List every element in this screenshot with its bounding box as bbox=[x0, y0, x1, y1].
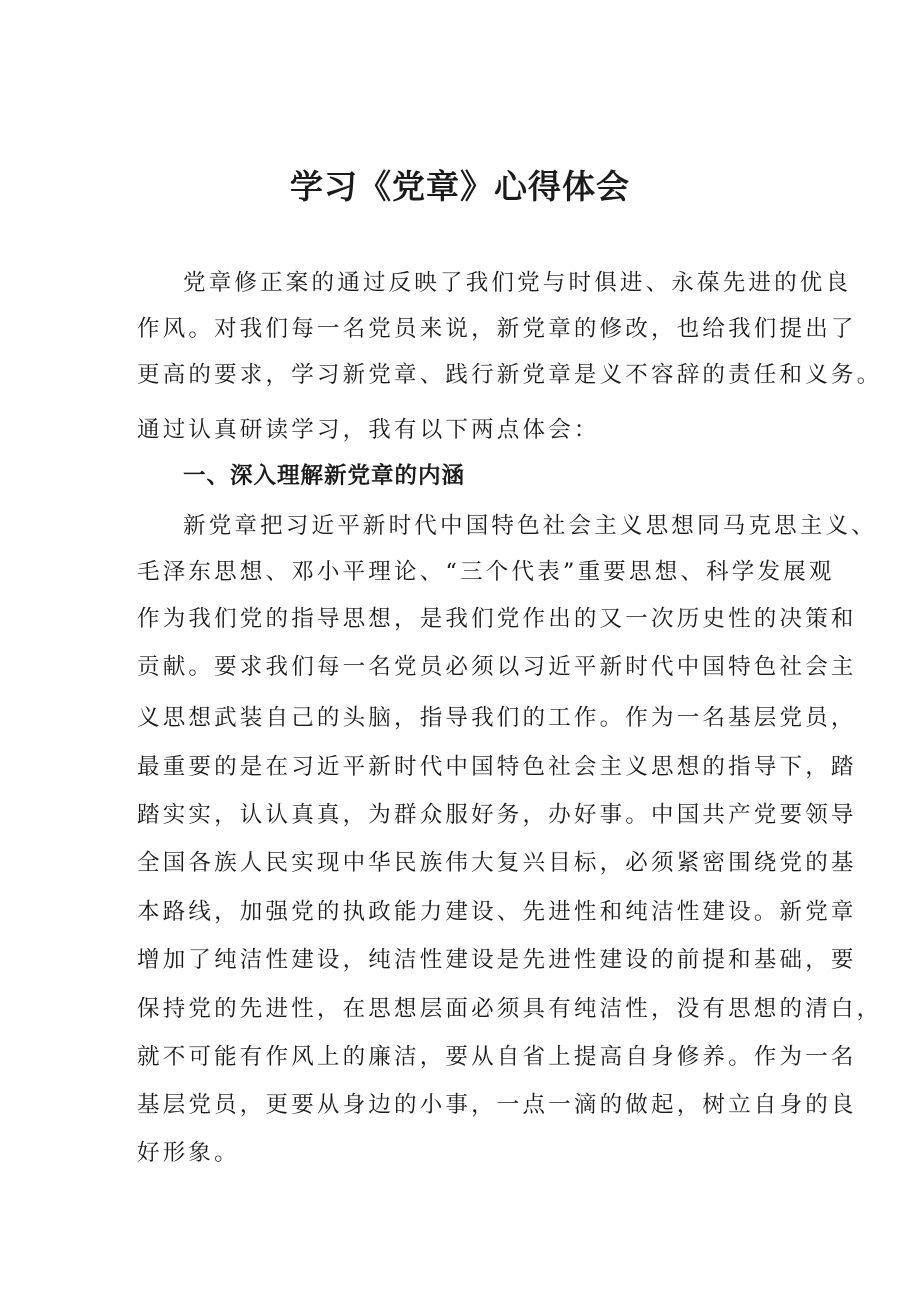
paragraph-line: 党章修正案的通过反映了我们党与时俱进、永葆先进的优良 bbox=[183, 270, 852, 296]
paragraph-line: 全国各族人民实现中华民族伟大复兴目标，必须紧密围绕党的基 bbox=[137, 850, 857, 876]
section-heading: 一、深入理解新党章的内涵 bbox=[183, 463, 466, 489]
paragraph-line: 好形象。 bbox=[137, 1140, 240, 1166]
paragraph-line: 最重要的是在习近平新时代中国特色社会主义思想的指导下，踏 bbox=[137, 754, 857, 780]
paragraph-line: 就不可能有作风上的廉洁，要从自省上提高自身修养。作为一名 bbox=[137, 1044, 857, 1070]
paragraph-line: 毛泽东思想、邓小平理论、“三个代表”重要思想、科学发展观 bbox=[137, 559, 835, 585]
paragraph-line: 保持党的先进性，在思想层面必须具有纯洁性，没有思想的清白， bbox=[137, 996, 883, 1022]
paragraph-line: 本路线，加强党的执政能力建设、先进性和纯洁性建设。新党章 bbox=[137, 899, 857, 925]
paragraph-line: 贡献。要求我们每一名党员必须以习近平新时代中国特色社会主 bbox=[137, 654, 857, 680]
paragraph-line: 作为我们党的指导思想，是我们党作出的又一次历史性的决策和 bbox=[137, 606, 857, 632]
paragraph-line: 更高的要求，学习新党章、践行新党章是义不容辞的责任和义务。 bbox=[137, 362, 883, 388]
paragraph-line: 增加了纯洁性建设，纯洁性建设是先进性建设的前提和基础，要 bbox=[137, 947, 857, 973]
paragraph-line: 义思想武装自己的头脑，指导我们的工作。作为一名基层党员， bbox=[137, 705, 857, 731]
paragraph-line: 作风。对我们每一名党员来说，新党章的修改，也给我们提出了 bbox=[137, 316, 857, 342]
paragraph-line: 新党章把习近平新时代中国特色社会主义思想同马克思主义、 bbox=[183, 513, 877, 539]
paragraph-line: 踏实实，认认真真，为群众服好务，办好事。中国共产党要领导 bbox=[137, 802, 857, 828]
paragraph-line: 基层党员，更要从身边的小事，一点一滴的做起，树立自身的良 bbox=[137, 1092, 857, 1118]
document-title: 学习《党章》心得体会 bbox=[290, 167, 630, 206]
paragraph-line: 通过认真研读学习，我有以下两点体会： bbox=[137, 417, 600, 443]
